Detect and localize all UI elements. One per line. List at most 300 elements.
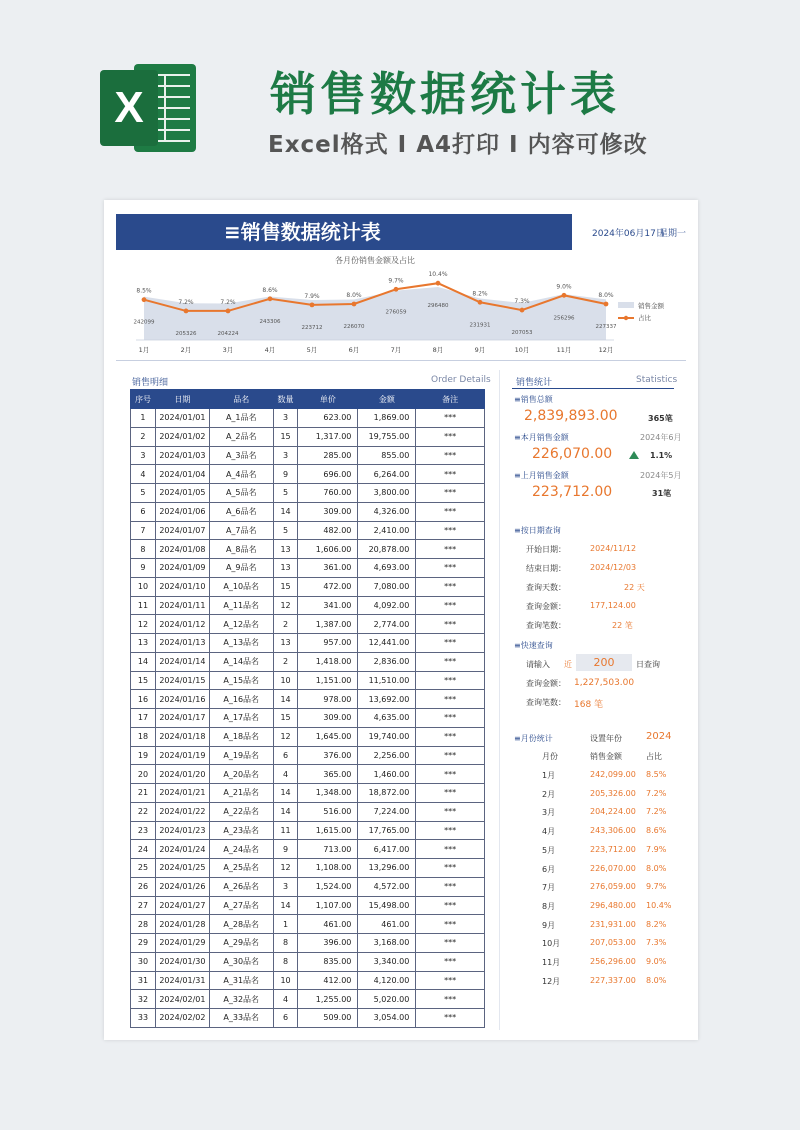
table-cell: *** bbox=[416, 934, 485, 953]
sheet-title: ≡销售数据统计表 bbox=[116, 214, 572, 250]
table-cell: 13,692.00 bbox=[358, 690, 416, 709]
table-cell: 9 bbox=[273, 840, 298, 859]
start-date-value[interactable]: 2024/11/12 bbox=[590, 544, 637, 553]
monthly-cell: 7.2% bbox=[646, 807, 667, 817]
table-cell: *** bbox=[416, 671, 485, 690]
table-cell: 2 bbox=[273, 615, 298, 634]
table-cell: 30 bbox=[131, 952, 156, 971]
table-cell: 2024/01/08 bbox=[155, 540, 209, 559]
table-row bbox=[131, 596, 485, 615]
detail-section-title: 销售明细 bbox=[132, 378, 169, 388]
chart-title: 各月份销售金额及占比 bbox=[335, 256, 415, 265]
table-cell: 285.00 bbox=[298, 446, 358, 465]
query-count-label: 查询笔数： bbox=[526, 621, 566, 630]
end-date-label: 结束日期： bbox=[526, 564, 566, 573]
table-cell: 13 bbox=[273, 559, 298, 578]
last-month-label: ≡上月销售金额 bbox=[514, 471, 569, 480]
table-cell: 3 bbox=[131, 446, 156, 465]
monthly-cell: 7.2% bbox=[646, 788, 667, 798]
list-item bbox=[512, 901, 682, 921]
table-cell: A_15品名 bbox=[209, 671, 273, 690]
table-cell: 4,120.00 bbox=[358, 971, 416, 990]
monthly-header-cell: 占比 bbox=[646, 752, 662, 761]
table-cell: 7,224.00 bbox=[358, 802, 416, 821]
table-cell: 8 bbox=[273, 934, 298, 953]
legend-label-sales: 销售金额 bbox=[638, 302, 664, 310]
table-cell: A_10品名 bbox=[209, 577, 273, 596]
x-tick-label: 5月 bbox=[306, 346, 318, 354]
ratio-label: 7.9% bbox=[304, 292, 320, 300]
table-row bbox=[131, 521, 485, 540]
quick-days-input[interactable]: 200 bbox=[576, 654, 632, 671]
table-cell: 13 bbox=[273, 540, 298, 559]
banner-subtitle: Excel格式 I A4打印 I 内容可修改 bbox=[268, 132, 648, 158]
table-cell: 4,693.00 bbox=[358, 559, 416, 578]
detail-header-cell: 备注 bbox=[416, 390, 485, 409]
detail-header-cell: 数量 bbox=[273, 390, 298, 409]
table-row bbox=[131, 727, 485, 746]
table-cell: 4,092.00 bbox=[358, 596, 416, 615]
ratio-point bbox=[184, 309, 189, 314]
date-query-label: ≡按日期查询 bbox=[514, 526, 561, 535]
sales-label: 243306 bbox=[259, 318, 281, 325]
table-cell: 2024/01/24 bbox=[155, 840, 209, 859]
sales-label: 231931 bbox=[469, 322, 491, 329]
table-cell: *** bbox=[416, 427, 485, 446]
table-cell: 10 bbox=[273, 671, 298, 690]
table-cell: A_18品名 bbox=[209, 727, 273, 746]
list-item bbox=[512, 845, 682, 865]
ratio-label: 7.2% bbox=[220, 298, 236, 306]
stats-section-title: 销售统计 bbox=[516, 378, 553, 388]
ratio-point bbox=[352, 302, 357, 307]
monthly-header-cell: 销售金额 bbox=[590, 752, 622, 761]
monthly-cell: 242,099.00 bbox=[590, 770, 636, 779]
monthly-cell: 7月 bbox=[542, 883, 556, 893]
table-cell: 2024/01/22 bbox=[155, 802, 209, 821]
table-cell: A_1品名 bbox=[209, 409, 273, 428]
table-cell: 25 bbox=[131, 859, 156, 878]
start-date-label: 开始日期： bbox=[526, 545, 566, 554]
table-cell: 3,168.00 bbox=[358, 934, 416, 953]
table-cell: 13,296.00 bbox=[358, 859, 416, 878]
table-cell: 27 bbox=[131, 896, 156, 915]
table-cell: 4 bbox=[131, 465, 156, 484]
table-cell: 12 bbox=[273, 596, 298, 615]
table-cell: *** bbox=[416, 559, 485, 578]
monthly-cell: 207,053.00 bbox=[590, 938, 636, 948]
this-month-value: 226,070.00 bbox=[532, 446, 613, 462]
monthly-cell: 296,480.00 bbox=[590, 900, 636, 910]
monthly-cell: 6月 bbox=[542, 864, 556, 874]
table-cell: *** bbox=[416, 877, 485, 896]
monthly-cell: 226,070.00 bbox=[590, 863, 636, 873]
table-cell: 2024/01/02 bbox=[155, 427, 209, 446]
list-item bbox=[512, 882, 682, 902]
promo-banner bbox=[0, 0, 800, 195]
stats-section-title-en: Statistics bbox=[636, 375, 678, 385]
monthly-cell: 11月 bbox=[542, 958, 561, 967]
table-cell: *** bbox=[416, 540, 485, 559]
monthly-cell: 10月 bbox=[542, 939, 561, 949]
table-cell: 19 bbox=[131, 746, 156, 765]
x-tick-label: 1月 bbox=[138, 346, 150, 354]
table-cell: 16 bbox=[131, 690, 156, 709]
total-value: 2,839,893.00 bbox=[524, 408, 618, 424]
query-days-label: 查询天数： bbox=[526, 583, 566, 592]
table-cell: 3,340.00 bbox=[358, 952, 416, 971]
table-cell: A_3品名 bbox=[209, 446, 273, 465]
table-cell: 6,417.00 bbox=[358, 840, 416, 859]
sales-label: 242099 bbox=[133, 319, 155, 326]
table-cell: A_28品名 bbox=[209, 915, 273, 934]
monthly-cell: 204,224.00 bbox=[590, 807, 636, 817]
table-cell: 1,255.00 bbox=[298, 990, 358, 1009]
list-item bbox=[512, 864, 682, 884]
table-cell: A_11品名 bbox=[209, 596, 273, 615]
table-cell: 15 bbox=[273, 427, 298, 446]
table-cell: 2024/01/03 bbox=[155, 446, 209, 465]
table-cell: A_16品名 bbox=[209, 690, 273, 709]
increase-arrow-icon bbox=[629, 451, 639, 459]
table-row bbox=[131, 934, 485, 953]
ratio-label: 8.0% bbox=[346, 292, 362, 299]
table-cell: *** bbox=[416, 446, 485, 465]
table-cell: *** bbox=[416, 915, 485, 934]
table-cell: 1,606.00 bbox=[298, 540, 358, 559]
table-cell: 8 bbox=[131, 540, 156, 559]
table-row bbox=[131, 577, 485, 596]
monthly-cell: 4月 bbox=[542, 827, 556, 837]
table-cell: *** bbox=[416, 859, 485, 878]
table-cell: 4 bbox=[273, 765, 298, 784]
monthly-cell: 276,059.00 bbox=[590, 882, 636, 892]
ratio-point bbox=[268, 296, 273, 301]
ratio-point bbox=[520, 308, 525, 313]
table-cell: 1,317.00 bbox=[298, 427, 358, 446]
monthly-header-cell: 月份 bbox=[542, 752, 558, 761]
table-row bbox=[131, 840, 485, 859]
table-cell: 26 bbox=[131, 877, 156, 896]
total-count: 365笔 bbox=[648, 414, 673, 423]
column-divider bbox=[499, 370, 500, 1030]
table-cell: 1,869.00 bbox=[358, 409, 416, 428]
table-cell: 4,326.00 bbox=[358, 502, 416, 521]
table-cell: 1,460.00 bbox=[358, 765, 416, 784]
x-tick-label: 6月 bbox=[348, 346, 360, 354]
ratio-point bbox=[562, 293, 567, 298]
x-tick-label: 3月 bbox=[222, 346, 234, 354]
monthly-cell: 8.2% bbox=[646, 919, 667, 929]
detail-header-cell: 金额 bbox=[358, 390, 416, 409]
table-cell: *** bbox=[416, 521, 485, 540]
table-cell: 1,615.00 bbox=[298, 821, 358, 840]
monthly-cell: 227,337.00 bbox=[590, 975, 636, 985]
ratio-point bbox=[226, 309, 231, 314]
table-cell: 2024/01/20 bbox=[155, 765, 209, 784]
monthly-cell: 9.0% bbox=[646, 957, 667, 966]
table-cell: 1,524.00 bbox=[298, 877, 358, 896]
monthly-cell: 231,931.00 bbox=[590, 919, 636, 929]
table-row bbox=[131, 427, 485, 446]
table-cell: A_29品名 bbox=[209, 934, 273, 953]
table-cell: 2024/01/31 bbox=[155, 971, 209, 990]
banner-title: 销售数据统计表 bbox=[270, 67, 620, 121]
table-cell: 2024/01/12 bbox=[155, 615, 209, 634]
legend-label-ratio: 占比 bbox=[638, 314, 651, 322]
table-cell: 2024/01/30 bbox=[155, 952, 209, 971]
table-cell: 14 bbox=[273, 784, 298, 803]
table-cell: 14 bbox=[273, 802, 298, 821]
legend-swatch-sales bbox=[618, 302, 634, 308]
monthly-cell: 12月 bbox=[542, 976, 561, 986]
detail-section-title-en: Order Details bbox=[431, 375, 491, 385]
table-cell: 15,498.00 bbox=[358, 896, 416, 915]
x-tick-label: 12月 bbox=[598, 346, 614, 354]
quick-count-label: 查询笔数： bbox=[526, 698, 566, 707]
this-month-label: ≡本月销售金额 bbox=[514, 433, 569, 442]
table-cell: 2024/01/17 bbox=[155, 709, 209, 728]
table-cell: 15 bbox=[273, 709, 298, 728]
sales-label: 296480 bbox=[427, 303, 449, 310]
table-cell: A_4品名 bbox=[209, 465, 273, 484]
x-tick-label: 10月 bbox=[514, 346, 530, 354]
total-label: ≡销售总额 bbox=[514, 395, 553, 404]
detail-header-cell: 单价 bbox=[298, 390, 358, 409]
table-cell: 14 bbox=[273, 502, 298, 521]
table-cell: 341.00 bbox=[298, 596, 358, 615]
monthly-cell: 5月 bbox=[542, 845, 556, 855]
input-prompt-label: 请输入 bbox=[526, 660, 550, 669]
table-row bbox=[131, 559, 485, 578]
monthly-cell: 8.0% bbox=[646, 975, 667, 985]
sales-label: 204224 bbox=[217, 330, 239, 337]
table-cell: *** bbox=[416, 896, 485, 915]
table-row bbox=[131, 859, 485, 878]
quick-query-label: ≡快速查询 bbox=[514, 641, 553, 650]
table-cell: *** bbox=[416, 465, 485, 484]
table-cell: 2,256.00 bbox=[358, 746, 416, 765]
last-month-value: 223,712.00 bbox=[532, 484, 613, 500]
table-cell: 11 bbox=[131, 596, 156, 615]
table-cell: 3 bbox=[273, 409, 298, 428]
table-cell: A_32品名 bbox=[209, 990, 273, 1009]
table-cell: 2024/01/16 bbox=[155, 690, 209, 709]
table-cell: 2,836.00 bbox=[358, 652, 416, 671]
x-tick-label: 4月 bbox=[264, 346, 276, 354]
table-cell: 482.00 bbox=[298, 521, 358, 540]
table-cell: 461.00 bbox=[358, 915, 416, 934]
table-cell: A_20品名 bbox=[209, 765, 273, 784]
monthly-cell: 8.6% bbox=[646, 826, 667, 836]
end-date-value[interactable]: 2024/12/03 bbox=[590, 563, 637, 572]
table-cell: 9 bbox=[131, 559, 156, 578]
table-cell: 2024/01/04 bbox=[155, 465, 209, 484]
table-cell: A_12品名 bbox=[209, 615, 273, 634]
table-cell: 24 bbox=[131, 840, 156, 859]
table-cell: 19,740.00 bbox=[358, 727, 416, 746]
table-cell: 1,387.00 bbox=[298, 615, 358, 634]
ratio-label: 8.5% bbox=[136, 287, 152, 295]
table-cell: 623.00 bbox=[298, 409, 358, 428]
table-cell: 33 bbox=[131, 1009, 156, 1028]
ratio-label: 10.4% bbox=[428, 271, 448, 279]
table-cell: 31 bbox=[131, 971, 156, 990]
table-cell: A_5品名 bbox=[209, 484, 273, 503]
table-cell: *** bbox=[416, 802, 485, 821]
table-row bbox=[131, 465, 485, 484]
table-cell: 10 bbox=[131, 577, 156, 596]
monthly-cell: 8.5% bbox=[646, 770, 667, 779]
table-row bbox=[131, 502, 485, 521]
table-cell: 2024/01/11 bbox=[155, 596, 209, 615]
list-item bbox=[512, 920, 682, 940]
monthly-cell: 205,326.00 bbox=[590, 788, 636, 798]
table-cell: *** bbox=[416, 484, 485, 503]
spreadsheet-page bbox=[104, 200, 698, 1040]
table-cell: 22 bbox=[131, 802, 156, 821]
table-cell: A_19品名 bbox=[209, 746, 273, 765]
table-cell: 2024/01/14 bbox=[155, 652, 209, 671]
table-cell: *** bbox=[416, 840, 485, 859]
table-cell: 516.00 bbox=[298, 802, 358, 821]
table-cell: 978.00 bbox=[298, 690, 358, 709]
table-cell: 19,755.00 bbox=[358, 427, 416, 446]
table-row bbox=[131, 990, 485, 1009]
table-row bbox=[131, 784, 485, 803]
table-cell: 309.00 bbox=[298, 502, 358, 521]
table-cell: 2 bbox=[273, 652, 298, 671]
monthly-cell: 8月 bbox=[542, 901, 556, 911]
ratio-label: 8.2% bbox=[472, 290, 488, 298]
table-cell: 5 bbox=[273, 521, 298, 540]
table-cell: 412.00 bbox=[298, 971, 358, 990]
sales-label: 226070 bbox=[343, 324, 365, 330]
table-cell: A_30品名 bbox=[209, 952, 273, 971]
table-cell: 309.00 bbox=[298, 709, 358, 728]
table-cell: A_22品名 bbox=[209, 802, 273, 821]
table-cell: *** bbox=[416, 596, 485, 615]
monthly-cell: 3月 bbox=[542, 808, 556, 818]
table-cell: 1,108.00 bbox=[298, 859, 358, 878]
table-cell: 6 bbox=[273, 746, 298, 765]
table-cell: 2024/01/21 bbox=[155, 784, 209, 803]
table-cell: *** bbox=[416, 1009, 485, 1028]
table-row bbox=[131, 1009, 485, 1028]
table-cell: 6 bbox=[273, 1009, 298, 1028]
quick-amount-value: 1,227,503.00 bbox=[574, 678, 635, 688]
table-row bbox=[131, 802, 485, 821]
year-input[interactable]: 2024 bbox=[646, 731, 672, 742]
table-cell: *** bbox=[416, 746, 485, 765]
ratio-label: 7.3% bbox=[514, 298, 530, 306]
detail-header-cell: 序号 bbox=[131, 390, 156, 409]
sales-label: 207053 bbox=[511, 330, 533, 337]
x-tick-label: 11月 bbox=[556, 346, 572, 354]
table-cell: 376.00 bbox=[298, 746, 358, 765]
table-cell: 20 bbox=[131, 765, 156, 784]
table-row bbox=[131, 915, 485, 934]
table-cell: A_21品名 bbox=[209, 784, 273, 803]
table-cell: 472.00 bbox=[298, 577, 358, 596]
table-cell: 2024/01/26 bbox=[155, 877, 209, 896]
table-cell: 461.00 bbox=[298, 915, 358, 934]
table-cell: 1,107.00 bbox=[298, 896, 358, 915]
table-row bbox=[131, 690, 485, 709]
table-cell: 17,765.00 bbox=[358, 821, 416, 840]
table-cell: A_9品名 bbox=[209, 559, 273, 578]
monthly-cell: 8.0% bbox=[646, 863, 667, 873]
ratio-label: 9.0% bbox=[556, 283, 572, 291]
table-row bbox=[131, 896, 485, 915]
last-month-tag: 2024年5月 bbox=[640, 471, 682, 480]
table-row bbox=[131, 652, 485, 671]
table-cell: 2024/01/27 bbox=[155, 896, 209, 915]
table-cell: 5,020.00 bbox=[358, 990, 416, 1009]
table-cell: *** bbox=[416, 990, 485, 1009]
last-month-count: 31笔 bbox=[652, 489, 672, 498]
table-cell: *** bbox=[416, 821, 485, 840]
query-count-value: 22 笔 bbox=[612, 621, 633, 630]
day-query-label: 日查询 bbox=[636, 660, 660, 669]
table-cell: 2024/01/15 bbox=[155, 671, 209, 690]
legend-marker-ratio bbox=[624, 316, 628, 320]
table-cell: 12 bbox=[273, 727, 298, 746]
table-cell: 18 bbox=[131, 727, 156, 746]
table-cell: A_25品名 bbox=[209, 859, 273, 878]
sales-label: 223712 bbox=[301, 324, 323, 331]
table-cell: 2024/01/13 bbox=[155, 634, 209, 653]
table-cell: 9 bbox=[273, 465, 298, 484]
table-cell: 20,878.00 bbox=[358, 540, 416, 559]
table-cell: A_13品名 bbox=[209, 634, 273, 653]
table-cell: 696.00 bbox=[298, 465, 358, 484]
table-cell: 361.00 bbox=[298, 559, 358, 578]
table-cell: A_14品名 bbox=[209, 652, 273, 671]
table-cell: 2 bbox=[131, 427, 156, 446]
table-row bbox=[131, 877, 485, 896]
sales-label: 227337 bbox=[595, 324, 617, 330]
table-cell: 8 bbox=[273, 952, 298, 971]
table-cell: A_24品名 bbox=[209, 840, 273, 859]
detail-header-cell: 品名 bbox=[209, 390, 273, 409]
table-cell: *** bbox=[416, 727, 485, 746]
table-cell: 760.00 bbox=[298, 484, 358, 503]
ratio-label: 9.7% bbox=[388, 277, 404, 285]
x-tick-label: 2月 bbox=[180, 346, 192, 354]
table-cell: 5 bbox=[131, 484, 156, 503]
table-cell: A_27品名 bbox=[209, 896, 273, 915]
near-label: 近 bbox=[564, 660, 572, 669]
table-cell: 14 bbox=[131, 652, 156, 671]
ratio-point bbox=[604, 302, 609, 307]
table-cell: 2024/02/02 bbox=[155, 1009, 209, 1028]
monthly-cell: 243,306.00 bbox=[590, 826, 636, 836]
x-tick-label: 8月 bbox=[432, 346, 444, 354]
table-cell: *** bbox=[416, 709, 485, 728]
table-cell: 2024/01/29 bbox=[155, 934, 209, 953]
current-weekday: 星期一 bbox=[659, 229, 687, 239]
table-cell: *** bbox=[416, 952, 485, 971]
set-year-label: 设置年份 bbox=[590, 734, 622, 743]
table-cell: 18,872.00 bbox=[358, 784, 416, 803]
ratio-label: 8.0% bbox=[598, 292, 614, 299]
table-cell: 6 bbox=[131, 502, 156, 521]
table-cell: 3,800.00 bbox=[358, 484, 416, 503]
table-row bbox=[131, 971, 485, 990]
table-cell: *** bbox=[416, 784, 485, 803]
table-cell: 10 bbox=[273, 971, 298, 990]
